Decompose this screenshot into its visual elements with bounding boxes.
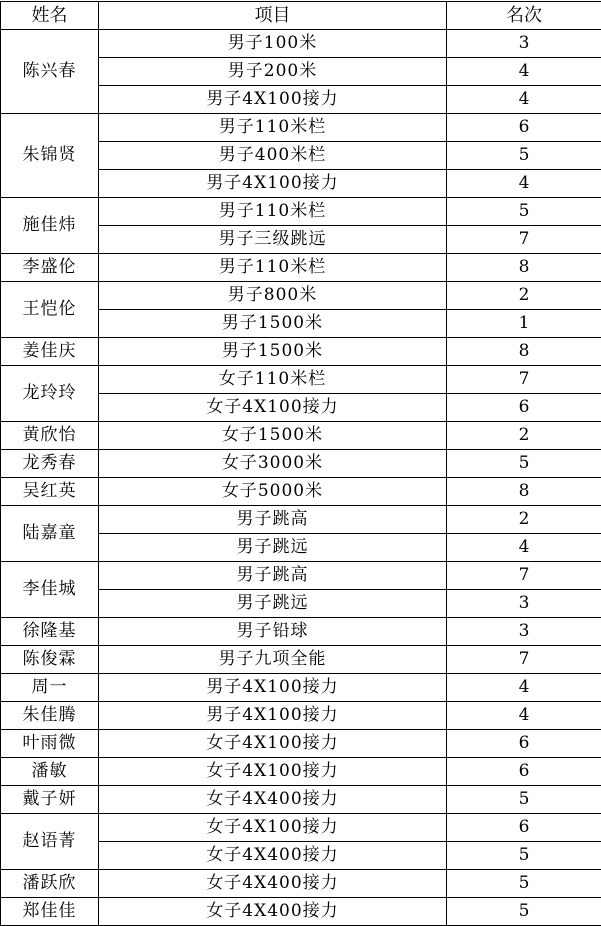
results-body (1, 30, 601, 926)
event-cell: 男子三级跳远 (99, 226, 447, 254)
rank-cell: 6 (447, 114, 601, 142)
rank-cell: 6 (447, 758, 601, 786)
rank-cell: 7 (447, 646, 601, 674)
event-cell: 男子1500米 (99, 310, 447, 338)
rank-cell: 2 (447, 422, 601, 450)
rank-cell: 5 (447, 842, 601, 870)
event-cell: 男子400米栏 (99, 142, 447, 170)
rank-cell: 5 (447, 450, 601, 478)
athlete-name-cell: 周一 (1, 674, 99, 702)
table-row (1, 674, 601, 702)
table-row (1, 618, 601, 646)
event-cell: 女子4X400接力 (99, 898, 447, 926)
athlete-name-cell: 叶雨微 (1, 730, 99, 758)
rank-cell: 2 (447, 282, 601, 310)
event-cell: 男子4X100接力 (99, 674, 447, 702)
table-row (1, 870, 601, 898)
rank-cell: 6 (447, 394, 601, 422)
athlete-name-cell: 黄欣怡 (1, 422, 99, 450)
event-cell: 男子110米栏 (99, 114, 447, 142)
rank-cell: 8 (447, 338, 601, 366)
table-row (1, 366, 601, 394)
rank-cell: 2 (447, 506, 601, 534)
rank-cell: 4 (447, 534, 601, 562)
rank-cell: 4 (447, 58, 601, 86)
athlete-name-cell: 李佳城 (1, 562, 99, 618)
event-cell: 男子跳远 (99, 590, 447, 618)
table-row (1, 282, 601, 310)
rank-cell: 5 (447, 898, 601, 926)
athlete-name-cell: 龙玲玲 (1, 366, 99, 422)
table-row (1, 450, 601, 478)
rank-cell: 3 (447, 590, 601, 618)
event-cell: 男子九项全能 (99, 646, 447, 674)
rank-cell: 5 (447, 870, 601, 898)
event-cell: 男子铅球 (99, 618, 447, 646)
table-row (1, 478, 601, 506)
event-cell: 女子4X100接力 (99, 758, 447, 786)
table-row (1, 562, 601, 590)
header-row (1, 2, 601, 30)
table-row (1, 702, 601, 730)
table-row (1, 814, 601, 842)
rank-cell: 5 (447, 198, 601, 226)
table-row (1, 422, 601, 450)
table-row (1, 254, 601, 282)
event-cell: 女子4X100接力 (99, 730, 447, 758)
rank-cell: 3 (447, 30, 601, 58)
event-cell: 男子100米 (99, 30, 447, 58)
rank-cell: 6 (447, 730, 601, 758)
table-row (1, 198, 601, 226)
rank-cell: 5 (447, 142, 601, 170)
rank-cell: 4 (447, 170, 601, 198)
event-cell: 女子5000米 (99, 478, 447, 506)
event-cell: 男子4X100接力 (99, 86, 447, 114)
event-cell: 男子110米栏 (99, 254, 447, 282)
rank-cell: 7 (447, 562, 601, 590)
event-cell: 女子4X400接力 (99, 842, 447, 870)
table-row (1, 338, 601, 366)
athlete-name-cell: 陆嘉童 (1, 506, 99, 562)
rank-cell: 4 (447, 86, 601, 114)
event-cell: 男子200米 (99, 58, 447, 86)
athlete-name-cell: 郑佳佳 (1, 898, 99, 926)
rank-cell: 4 (447, 702, 601, 730)
event-cell: 男子800米 (99, 282, 447, 310)
athlete-name-cell: 吴红英 (1, 478, 99, 506)
athlete-name-cell: 龙秀春 (1, 450, 99, 478)
athlete-name-cell: 潘跃欣 (1, 870, 99, 898)
event-cell: 男子4X100接力 (99, 702, 447, 730)
event-cell: 女子110米栏 (99, 366, 447, 394)
table-row (1, 786, 601, 814)
header-event: 项目 (99, 2, 447, 30)
athlete-name-cell: 朱佳腾 (1, 702, 99, 730)
rank-cell: 4 (447, 674, 601, 702)
rank-cell: 5 (447, 786, 601, 814)
athlete-name-cell: 姜佳庆 (1, 338, 99, 366)
table-row (1, 506, 601, 534)
athlete-name-cell: 赵语菁 (1, 814, 99, 870)
header-rank: 名次 (447, 2, 601, 30)
athlete-name-cell: 施佳炜 (1, 198, 99, 254)
rank-cell: 6 (447, 814, 601, 842)
rank-cell: 8 (447, 478, 601, 506)
table-row (1, 646, 601, 674)
rank-cell: 7 (447, 366, 601, 394)
rank-cell: 1 (447, 310, 601, 338)
event-cell: 男子1500米 (99, 338, 447, 366)
header-name: 姓名 (1, 2, 99, 30)
event-cell: 男子4X100接力 (99, 170, 447, 198)
athlete-name-cell: 徐隆基 (1, 618, 99, 646)
rank-cell: 3 (447, 618, 601, 646)
event-cell: 男子跳高 (99, 562, 447, 590)
rank-cell: 7 (447, 226, 601, 254)
event-cell: 女子4X400接力 (99, 870, 447, 898)
event-cell: 女子4X100接力 (99, 814, 447, 842)
athlete-name-cell: 李盛伦 (1, 254, 99, 282)
table-row (1, 30, 601, 58)
event-cell: 女子3000米 (99, 450, 447, 478)
athlete-name-cell: 潘敏 (1, 758, 99, 786)
table-row (1, 758, 601, 786)
event-cell: 女子1500米 (99, 422, 447, 450)
event-cell: 男子110米栏 (99, 198, 447, 226)
event-cell: 女子4X100接力 (99, 394, 447, 422)
event-cell: 女子4X400接力 (99, 786, 447, 814)
table-row (1, 730, 601, 758)
results-table (0, 1, 601, 926)
event-cell: 男子跳高 (99, 506, 447, 534)
athlete-name-cell: 朱锦贤 (1, 114, 99, 198)
athlete-name-cell: 陈俊霖 (1, 646, 99, 674)
event-cell: 男子跳远 (99, 534, 447, 562)
athlete-name-cell: 王恺伦 (1, 282, 99, 338)
table-row (1, 898, 601, 926)
athlete-name-cell: 陈兴春 (1, 30, 99, 114)
results-table-container (0, 1, 601, 926)
athlete-name-cell: 戴子妍 (1, 786, 99, 814)
table-row (1, 114, 601, 142)
rank-cell: 8 (447, 254, 601, 282)
